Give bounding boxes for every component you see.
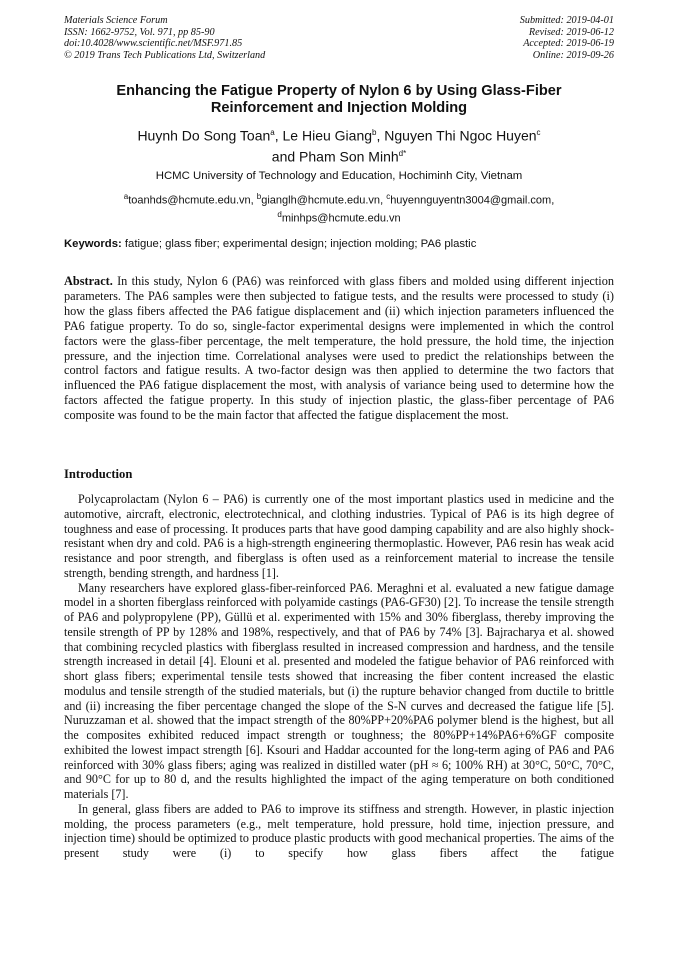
keywords-text: fatigue; glass fiber; experimental design; injection molding; PA6 plastic xyxy=(121,238,477,250)
email-line-1 xyxy=(50,190,628,208)
keywords-label: Keywords: xyxy=(64,238,122,250)
author-name: Le Hieu Giang xyxy=(282,127,373,144)
email-mark: d xyxy=(277,209,282,219)
author-mark: d* xyxy=(398,148,407,158)
abstract-label: Abstract. xyxy=(64,274,113,288)
affiliation: HCMC University of Technology and Education, Hochiminh City, Vietnam xyxy=(155,170,523,182)
paragraph: In general, glass fibers are added to PA6 to improve its stiffness and strength. However, in plastic injection molding, the process parameters (e.g., melt temperature, hold pressure, hold time, injection pressure, and injection time) should be optimized to produce plastic products with good mechanical properties. The aims of the present study were (i) to specify how glass fibers affect the fatigue xyxy=(64,801,614,860)
author-mark: a xyxy=(270,128,275,137)
email-mark: c xyxy=(386,192,391,201)
author-conjunction: and xyxy=(271,148,300,165)
copyright: © 2019 Trans Tech Publications Ltd, Switzerland xyxy=(64,49,266,61)
abstract-text: In this study, Nylon 6 (PA6) was reinforced with glass fibers and molded using different injection parameters. The PA6 samples were then subjected to fatigue tests, and the results were processed to study (i) how the glass fibers affected the PA6 fatigue displacement and (ii) which injection parameters influenced the PA6 fatigue property. To do so, single-factor experimental designs were implemented in which the control factors were the glass-fiber percentage, the melt temperature, the hold pressure, the hold time, the injection pressure, and the injection time. Correlational analyses were used to predict the relationships between the control factors and fatigue results. A two-factor design was then applied to determine the two factors that influenced the PA6 fatigue displacement the most, with analysis of variance being used to determine how the factors affected the fatigue property. In this study of injection plastic, the glass-fiber percentage of PA6 composite was found to be the main factor that affected the fatigue displacement the most. xyxy=(64,274,614,423)
author-mark: c xyxy=(536,128,541,137)
email-list xyxy=(50,190,628,225)
revised-date: Revised: 2019-06-12 xyxy=(528,26,614,38)
journal-info xyxy=(64,15,265,61)
online-date: Online: 2019-09-26 xyxy=(532,49,614,61)
email-separator: , xyxy=(380,194,387,207)
email-separator: , xyxy=(250,194,257,207)
email-separator: , xyxy=(551,194,555,207)
issn: ISSN: 1662-9752, Vol. 971, pp 85-90 xyxy=(64,26,215,38)
email-link[interactable]: minhps@hcmute.edu.vn xyxy=(281,212,401,225)
doi-link[interactable]: doi:10.4028/www.scientific.net/MSF.971.85 xyxy=(64,38,243,50)
accepted-date: Accepted: 2019-06-19 xyxy=(523,38,614,50)
introduction-body xyxy=(64,492,614,861)
keywords xyxy=(64,238,618,250)
email-link[interactable]: huyennguyentn3004@gmail.com xyxy=(390,194,552,207)
paper-title xyxy=(40,83,638,117)
journal-name: Materials Science Forum xyxy=(64,15,168,26)
author-name: Pham Son Minh xyxy=(299,148,399,165)
email-line-2 xyxy=(50,208,628,226)
section-heading-introduction: Introduction xyxy=(64,467,133,481)
title-line-2: Reinforcement and Injection Molding xyxy=(210,100,468,116)
author-mark: b xyxy=(372,128,377,137)
author-line-1 xyxy=(40,124,638,145)
author-separator: , xyxy=(274,127,283,144)
author-line-2 xyxy=(40,145,638,166)
email-mark: a xyxy=(123,192,129,201)
author-list xyxy=(40,124,638,165)
email-link[interactable]: gianglh@hcmute.edu.vn xyxy=(261,194,381,207)
publication-dates xyxy=(520,15,614,61)
author-name: Nguyen Thi Ngoc Huyen xyxy=(384,127,537,144)
paragraph: Many researchers have explored glass-fiber-reinforced PA6. Meraghni et al. evaluated a new fatigue damage model in a shorten fiberglass reinforced with polyamide castings (PA6-GF30) [2]. To increase the tensile strength of PA6 and polypropylene (PP), Güllü et al. experimented with 15% and 30% fiberglass, thereby improving the tensile strength of PP by 128% and 198%, respectively, and that of PA6 by 74% [3]. Bajracharya et al. showed that combining recycled plastics with fiberglass resulted in increased compression and hardness, and the tensile strength increased in detail [4]. Elouni et al. presented and modeled the fatigue behavior of PA6 reinforced with short glass fibers; experimental tensile tests showed that increasing the fiber content increased the elastic modulus and tensile strength of the studied materials, but (i) the rupture behavior changed from ductile to brittle and (ii) increasing the fiber percentage changed the slope of the S-N curves and decreased the fatigue life [5]. Nuruzzaman et al. showed that the impact strength of the 80%PP+20%PA6 polymer blend is the highest, but all the composites exhibited reduced impact strength or toughness; the 80%PP+14%PA6+6%GF composite exhibited the lowest impact strength [6]. Ksouri and Haddar accounted for the long-term aging of PA6 and PA6 reinforced with 30% glass fibers; aging was realized in distilled water (pH ≈ 6; 100% RH) at 30°C, 50°C, 70°C, and 90°C for up to 80 d, and the results highlighted the impact of the aging temperature on both conditioned materials [7]. xyxy=(64,580,614,801)
email-link[interactable]: toanhds@hcmute.edu.vn xyxy=(128,194,251,207)
abstract xyxy=(64,274,614,423)
paragraph: Polycaprolactam (Nylon 6 – PA6) is currently one of the most important plastics used in medicine and the automotive, aircraft, electronic, electrotechnical, and clothing industries. Typical of PA6 is its high degree of toughness and ease of processing. It produces parts that have good damping capability and are also highly shock-resistant when dry and cold. PA6 is a high-strength engineering thermoplastic. However, PA6 resin has weak acid resistance and poor strength, and fiberglass is often used as a reinforcement material to increase the tensile strength, bending strength, and hardness [1]. xyxy=(64,492,614,580)
submitted-date: Submitted: 2019-04-01 xyxy=(519,15,614,26)
author-name: Huynh Do Song Toan xyxy=(137,127,271,144)
email-mark: b xyxy=(256,192,262,201)
title-line-1: Enhancing the Fatigue Property of Nylon 6 by Using Glass-Fiber xyxy=(116,83,562,99)
author-separator: , xyxy=(376,127,385,144)
